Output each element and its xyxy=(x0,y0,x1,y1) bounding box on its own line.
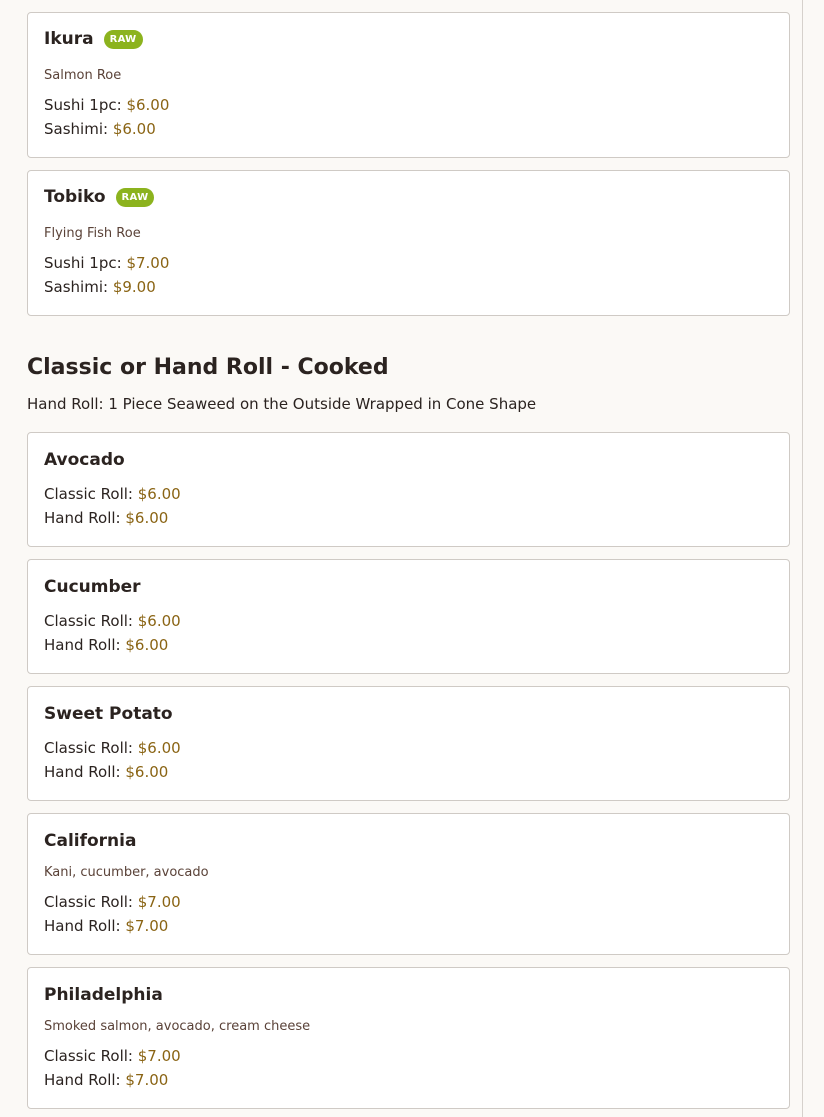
item-description: Kani, cucumber, avocado xyxy=(44,865,209,880)
price-line xyxy=(44,763,168,781)
menu-item-card[interactable] xyxy=(27,967,790,1109)
price-label: Sushi 1pc: xyxy=(44,96,122,114)
price-line xyxy=(44,1047,181,1065)
price-line xyxy=(44,278,156,296)
price-line xyxy=(44,254,169,272)
menu-item-card[interactable] xyxy=(27,559,790,674)
price-value: $7.00 xyxy=(125,917,169,935)
price-value: $7.00 xyxy=(137,893,181,911)
menu-item-card[interactable] xyxy=(27,432,790,547)
price-label: Hand Roll: xyxy=(44,1071,121,1089)
price-line xyxy=(44,485,181,503)
price-value: $6.00 xyxy=(137,485,181,503)
item-header xyxy=(44,29,143,49)
item-header xyxy=(44,985,163,1005)
price-value: $6.00 xyxy=(125,636,169,654)
price-line xyxy=(44,1071,168,1089)
price-line xyxy=(44,893,181,911)
price-label: Hand Roll: xyxy=(44,636,121,654)
price-label: Sashimi: xyxy=(44,278,109,296)
item-name: Cucumber xyxy=(44,577,141,597)
price-value: $7.00 xyxy=(137,1047,181,1065)
price-line xyxy=(44,739,181,757)
price-label: Sushi 1pc: xyxy=(44,254,122,272)
item-name: Sweet Potato xyxy=(44,704,173,724)
raw-badge: RAW xyxy=(116,188,155,207)
item-name: Ikura xyxy=(44,29,94,49)
price-value: $7.00 xyxy=(125,1071,169,1089)
item-header xyxy=(44,577,141,597)
menu-item-card[interactable] xyxy=(27,813,790,955)
item-description: Salmon Roe xyxy=(44,68,122,83)
menu-item-card[interactable] xyxy=(27,170,790,316)
price-line xyxy=(44,917,168,935)
price-label: Classic Roll: xyxy=(44,893,133,911)
price-label: Classic Roll: xyxy=(44,1047,133,1065)
item-header xyxy=(44,704,173,724)
price-label: Classic Roll: xyxy=(44,612,133,630)
section-title: Classic or Hand Roll - Cooked xyxy=(27,355,389,380)
item-header xyxy=(44,450,125,470)
item-header xyxy=(44,831,136,851)
scroll-divider xyxy=(802,0,803,1117)
price-line xyxy=(44,509,168,527)
price-label: Hand Roll: xyxy=(44,509,121,527)
price-value: $6.00 xyxy=(112,120,156,138)
price-value: $6.00 xyxy=(125,763,169,781)
price-value: $6.00 xyxy=(126,96,170,114)
price-value: $6.00 xyxy=(137,739,181,757)
raw-badge: RAW xyxy=(104,30,143,49)
item-name: Tobiko xyxy=(44,187,106,207)
price-line xyxy=(44,612,181,630)
price-label: Classic Roll: xyxy=(44,485,133,503)
item-description: Smoked salmon, avocado, cream cheese xyxy=(44,1019,311,1034)
price-label: Hand Roll: xyxy=(44,763,121,781)
item-name: California xyxy=(44,831,137,851)
price-line xyxy=(44,120,156,138)
item-header xyxy=(44,187,154,207)
price-value: $6.00 xyxy=(137,612,181,630)
item-name: Philadelphia xyxy=(44,985,163,1005)
price-line xyxy=(44,96,169,114)
menu-item-card[interactable] xyxy=(27,12,790,158)
item-description: Flying Fish Roe xyxy=(44,226,141,241)
menu-item-card[interactable] xyxy=(27,686,790,801)
price-value: $9.00 xyxy=(112,278,156,296)
price-label: Hand Roll: xyxy=(44,917,121,935)
price-value: $6.00 xyxy=(125,509,169,527)
item-name: Avocado xyxy=(44,450,125,470)
price-label: Classic Roll: xyxy=(44,739,133,757)
price-line xyxy=(44,636,168,654)
price-value: $7.00 xyxy=(126,254,170,272)
price-label: Sashimi: xyxy=(44,120,109,138)
section-subtitle: Hand Roll: 1 Piece Seaweed on the Outside Wrapped in Cone Shape xyxy=(27,395,537,413)
